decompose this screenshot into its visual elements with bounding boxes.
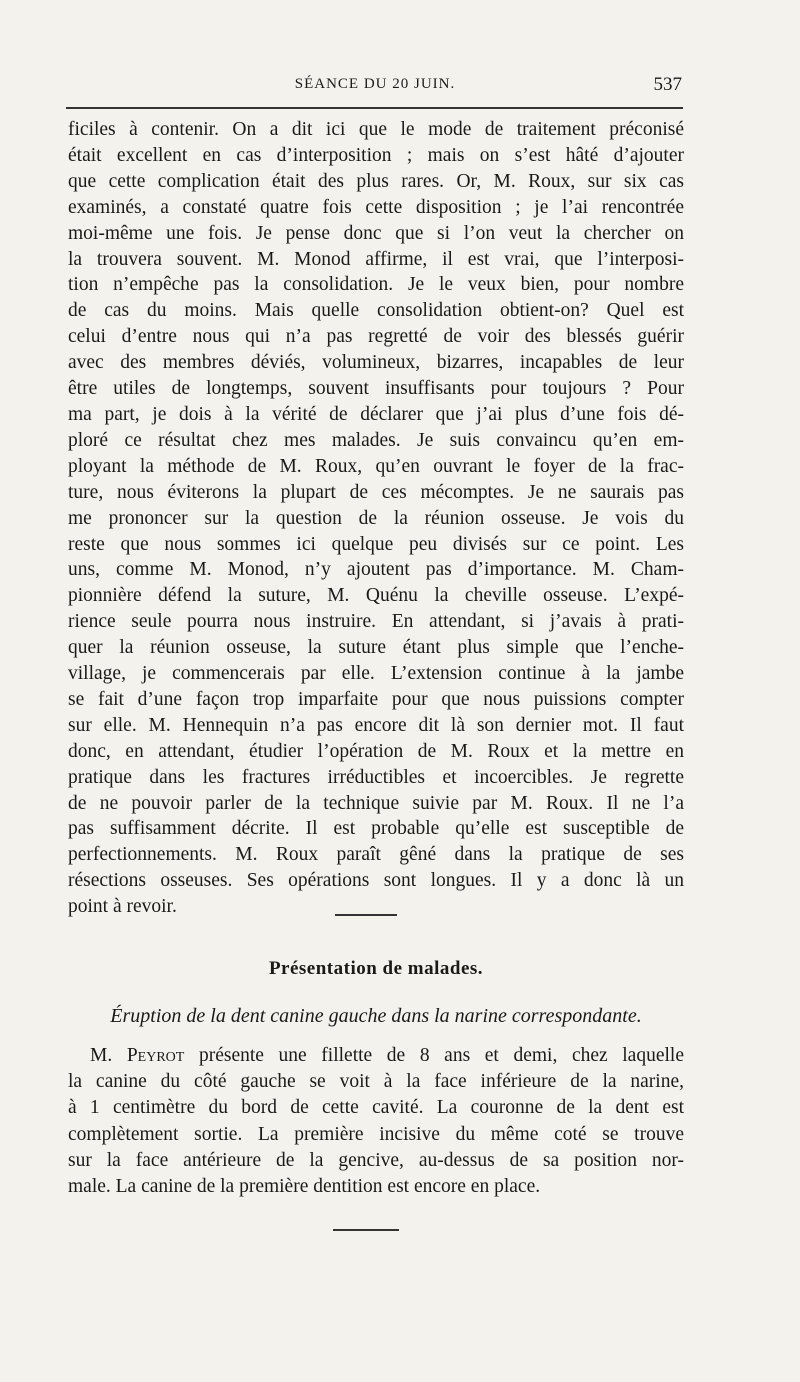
case-line (68, 1043, 684, 1069)
body-line: ture, nous éviterons la plupart de ces mécomptes. Je ne saurais pas (68, 481, 684, 503)
section-divider (335, 914, 397, 916)
body-line: sur elle. M. Hennequin n’a pas encore dit là son dernier mot. Il faut (68, 714, 684, 736)
running-header (68, 72, 682, 100)
case-line: sur la face antérieure de la gencive, au-dessus de sa position nor- (68, 1149, 684, 1171)
body-line: ployant la méthode de M. Roux, qu’en ouvrant le foyer de la frac- (68, 455, 684, 477)
body-line: celui d’entre nous qui n’a pas regretté de voir des blessés guérir (68, 326, 684, 348)
body-line: uns, comme M. Monod, n’y ajoutent pas d’importance. M. Cham- (68, 559, 684, 581)
body-line: ma part, je dois à la vérité de déclarer que j’ai plus d’une fois dé- (68, 403, 684, 425)
body-line: me prononcer sur la question de la réunion osseuse. Je vois du (68, 507, 684, 529)
body-line: perfectionnements. M. Roux paraît gêné dans la pratique de ses (68, 844, 684, 866)
case-line: complètement sortie. La première incisive du même coté se trouve (68, 1123, 684, 1145)
body-line: de cas du moins. Mais quelle consolidation obtient-on? Quel est (68, 300, 684, 322)
body-line: avec des membres déviés, volumineux, bizarres, incapables de leur (68, 352, 684, 374)
section-subtitle: Éruption de la dent canine gauche dans la narine correspondante. (110, 1005, 642, 1027)
body-line: tion n’empêche pas la consolidation. Je le veux bien, pour nombre (68, 274, 684, 296)
body-line: être utiles de longtemps, souvent insuffisants pour toujours ? Pour (68, 378, 684, 400)
body-line: donc, en attendant, étudier l’opération de M. Roux et la mettre en (68, 740, 684, 762)
header-rule (66, 107, 683, 109)
page-number: 537 (653, 74, 682, 95)
header-title: SÉANCE DU 20 JUIN. (294, 76, 456, 92)
body-line: moi-même une fois. Je pense donc que si l’on veut la chercher on (68, 222, 684, 244)
body-line: était excellent en cas d’interposition ; mais on s’est hâté d’ajouter (68, 144, 684, 166)
closing-divider (333, 1229, 399, 1231)
body-line: se fait d’une façon trop imparfaite pour que nous puissions compter (68, 688, 684, 710)
case-line-text: présente une fillette de 8 ans et demi, chez laquelle (184, 1045, 684, 1066)
author-name: M. Peyrot (90, 1045, 185, 1066)
body-line: village, je commencerais par elle. L’extension continue à la jambe (68, 663, 684, 685)
case-paragraph (68, 1043, 684, 1200)
body-line: point à revoir. (68, 896, 177, 918)
body-text (68, 117, 684, 920)
case-line: male. La canine de la première dentition est encore en place. (68, 1176, 541, 1198)
section-heading: Présentation de malades. (268, 958, 484, 979)
body-line: examinés, a constaté quatre fois cette disposition ; je l’ai rencontrée (68, 196, 684, 218)
body-line: la trouvera souvent. M. Monod affirme, il est vrai, que l’interposi- (68, 248, 684, 270)
body-line: que cette complication était des plus rares. Or, M. Roux, sur six cas (68, 170, 684, 192)
body-line: ficiles à contenir. On a dit ici que le mode de traitement préconisé (68, 119, 684, 140)
body-line: de ne pouvoir parler de la technique suivie par M. Roux. Il ne l’a (68, 792, 684, 814)
case-line: la canine du côté gauche se voit à la face inférieure de la narine, (68, 1071, 684, 1093)
case-line: à 1 centimètre du bord de cette cavité. La couronne de la dent est (68, 1097, 684, 1119)
body-line: rience seule pourra nous instruire. En attendant, si j’avais à prati- (68, 611, 684, 633)
body-line: pas suffisamment décrite. Il est probable qu’elle est susceptible de (68, 818, 684, 840)
body-line: pionnière défend la suture, M. Quénu la cheville osseuse. L’expé- (68, 585, 684, 607)
body-line: résections osseuses. Ses opérations sont longues. Il y a donc là un (68, 870, 684, 892)
body-line: ploré ce résultat chez mes malades. Je suis convaincu qu’en em- (68, 429, 684, 451)
body-line: quer la réunion osseuse, la suture étant plus simple que l’enche- (68, 637, 684, 659)
body-line: reste que nous sommes ici quelque peu divisés sur ce point. Les (68, 533, 684, 555)
body-line: pratique dans les fractures irréductibles et incoercibles. Je regrette (68, 766, 684, 788)
